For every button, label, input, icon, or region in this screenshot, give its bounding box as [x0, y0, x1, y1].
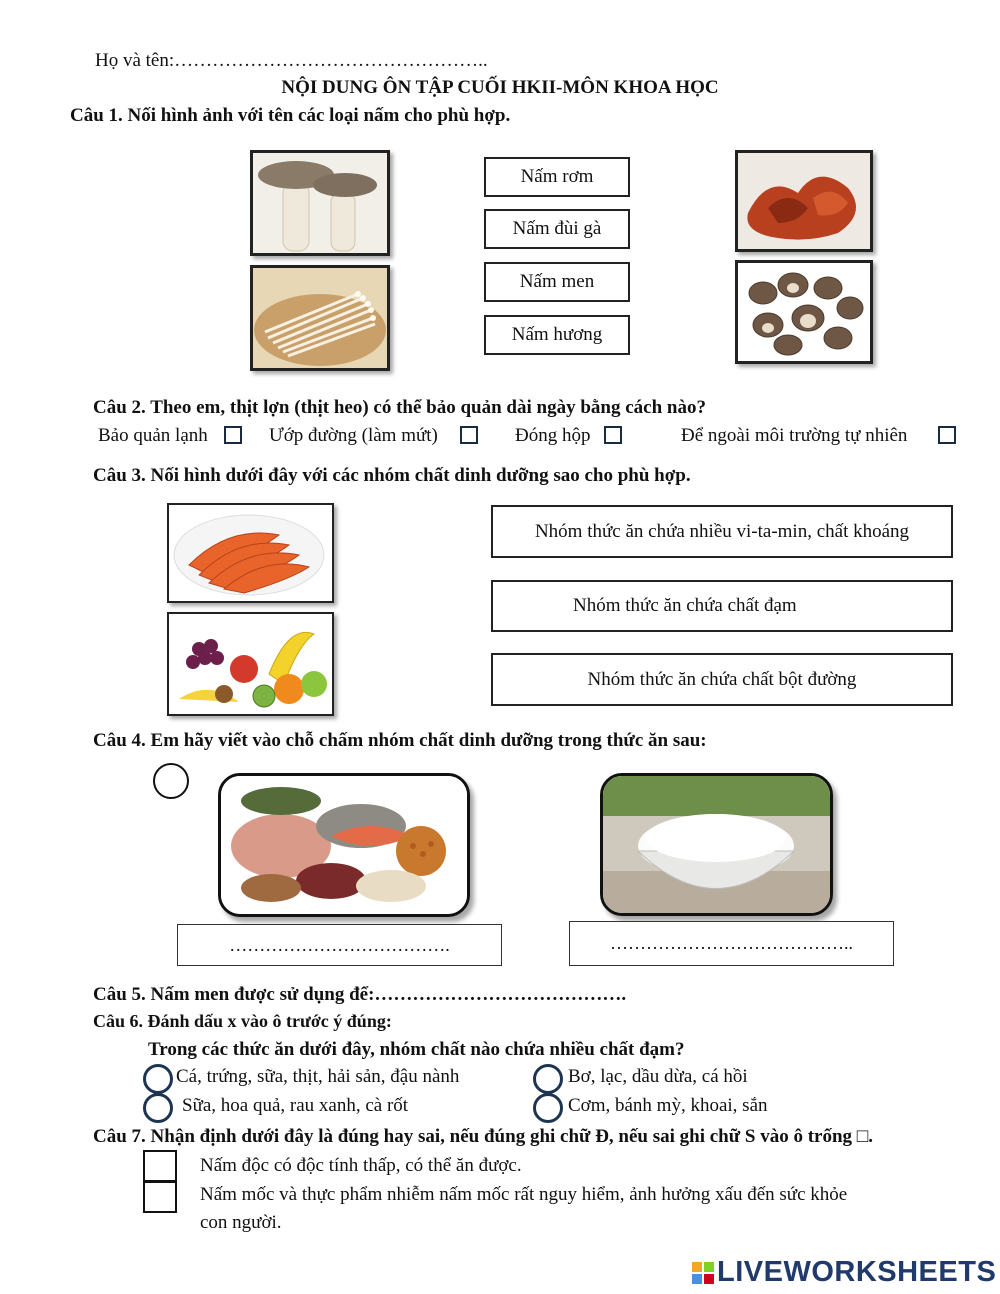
q2-option-4-label: Để ngoài môi trường tự nhiên [681, 425, 908, 446]
q2-option-4-checkbox[interactable] [938, 426, 956, 444]
label-nam-rom[interactable]: Nấm rơm [484, 157, 630, 197]
shrimp-image[interactable] [167, 503, 334, 603]
q2-question: Câu 2. Theo em, thịt lợn (thịt heo) có thể bảo quản dài ngày bằng cách nào? [93, 397, 706, 418]
liveworksheets-logo [692, 1256, 996, 1289]
q6-option-2-label: Bơ, lạc, dầu dừa, cá hồi [568, 1066, 748, 1087]
q7-statement-1-box[interactable] [143, 1150, 177, 1182]
liveworksheets-logo-icon [692, 1262, 714, 1284]
enoki-mushroom-image[interactable] [250, 265, 390, 371]
q2-option-3-label: Đóng hộp [515, 425, 591, 446]
straw-mushroom-image[interactable] [735, 260, 873, 364]
q6-option-4-label: Cơm, bánh mỳ, khoai, sắn [568, 1095, 768, 1116]
q5-question[interactable]: Câu 5. Nấm men được sử dụng để:…………………………………. [93, 984, 627, 1005]
q7-question: Câu 7. Nhận định dưới đây là đúng hay sai, nếu đúng ghi chữ Đ, nếu sai ghi chữ S vào ô trống □. [93, 1126, 874, 1147]
q4-answer-2[interactable]: ………………………………….. [569, 921, 894, 966]
q7-statement-2-cont: con người. [200, 1212, 282, 1233]
group-vitamin-mineral[interactable]: Nhóm thức ăn chứa nhiều vi-ta-min, chất khoáng [491, 505, 953, 558]
group-protein[interactable]: Nhóm thức ăn chứa chất đạm [491, 580, 953, 632]
q7-statement-1: Nấm độc có độc tính thấp, có thể ăn được. [200, 1155, 522, 1176]
q4-answer-1[interactable]: ………………………………. [177, 924, 502, 966]
protein-foods-image[interactable] [218, 773, 470, 917]
q6-option-1-circle[interactable] [143, 1064, 173, 1094]
label-nam-huong[interactable]: Nấm hương [484, 315, 630, 355]
label-nam-men[interactable]: Nấm men [484, 262, 630, 302]
q2-option-2-checkbox[interactable] [460, 426, 478, 444]
q1-question: Câu 1. Nối hình ảnh với tên các loại nấm cho phù hợp. [70, 105, 511, 126]
q7-statement-2: Nấm mốc và thực phẩm nhiễm nấm mốc rất nguy hiểm, ảnh hưởng xấu đến sức khỏe [200, 1184, 848, 1205]
q6-option-3-label: Sữa, hoa quả, rau xanh, cà rốt [182, 1095, 409, 1116]
q6-option-1-label: Cá, trứng, sữa, thịt, hải sản, đậu nành [176, 1066, 460, 1087]
q4-question: Câu 4. Em hãy viết vào chỗ chấm nhóm chất dinh dưỡng trong thức ăn sau: [93, 730, 707, 751]
q3-question: Câu 3. Nối hình dưới đây với các nhóm chất dinh dưỡng sao cho phù hợp. [93, 465, 691, 486]
label-nam-dui-ga[interactable]: Nấm đùi gà [484, 209, 630, 249]
rice-bowl-image[interactable] [600, 773, 833, 916]
wood-ear-mushroom-image[interactable] [735, 150, 873, 252]
q6-question: Câu 6. Đánh dấu x vào ô trước ý đúng: [93, 1011, 392, 1031]
q6-option-2-circle[interactable] [533, 1064, 563, 1094]
q4-circle[interactable] [153, 763, 189, 799]
q6-sub-question: Trong các thức ăn dưới đây, nhóm chất nào chứa nhiều chất đạm? [148, 1039, 685, 1060]
q7-statement-2-box[interactable] [143, 1181, 177, 1213]
q2-option-1-label: Bảo quản lạnh [98, 425, 208, 446]
q2-option-1-checkbox[interactable] [224, 426, 242, 444]
king-oyster-mushroom-image[interactable] [250, 150, 390, 256]
q2-option-3-checkbox[interactable] [604, 426, 622, 444]
q6-option-3-circle[interactable] [143, 1093, 173, 1123]
group-carbohydrate[interactable]: Nhóm thức ăn chứa chất bột đường [491, 653, 953, 706]
liveworksheets-logo-text: LIVEWORKSHEETS [717, 1256, 997, 1288]
name-label: Họ và tên:………………………………………….. [95, 50, 488, 71]
q2-option-2-label: Ướp đường (làm mứt) [269, 425, 438, 446]
fruits-image[interactable] [167, 612, 334, 716]
page-title: NỘI DUNG ÔN TẬP CUỐI HKII-MÔN KHOA HỌC [281, 77, 719, 98]
q6-option-4-circle[interactable] [533, 1093, 563, 1123]
